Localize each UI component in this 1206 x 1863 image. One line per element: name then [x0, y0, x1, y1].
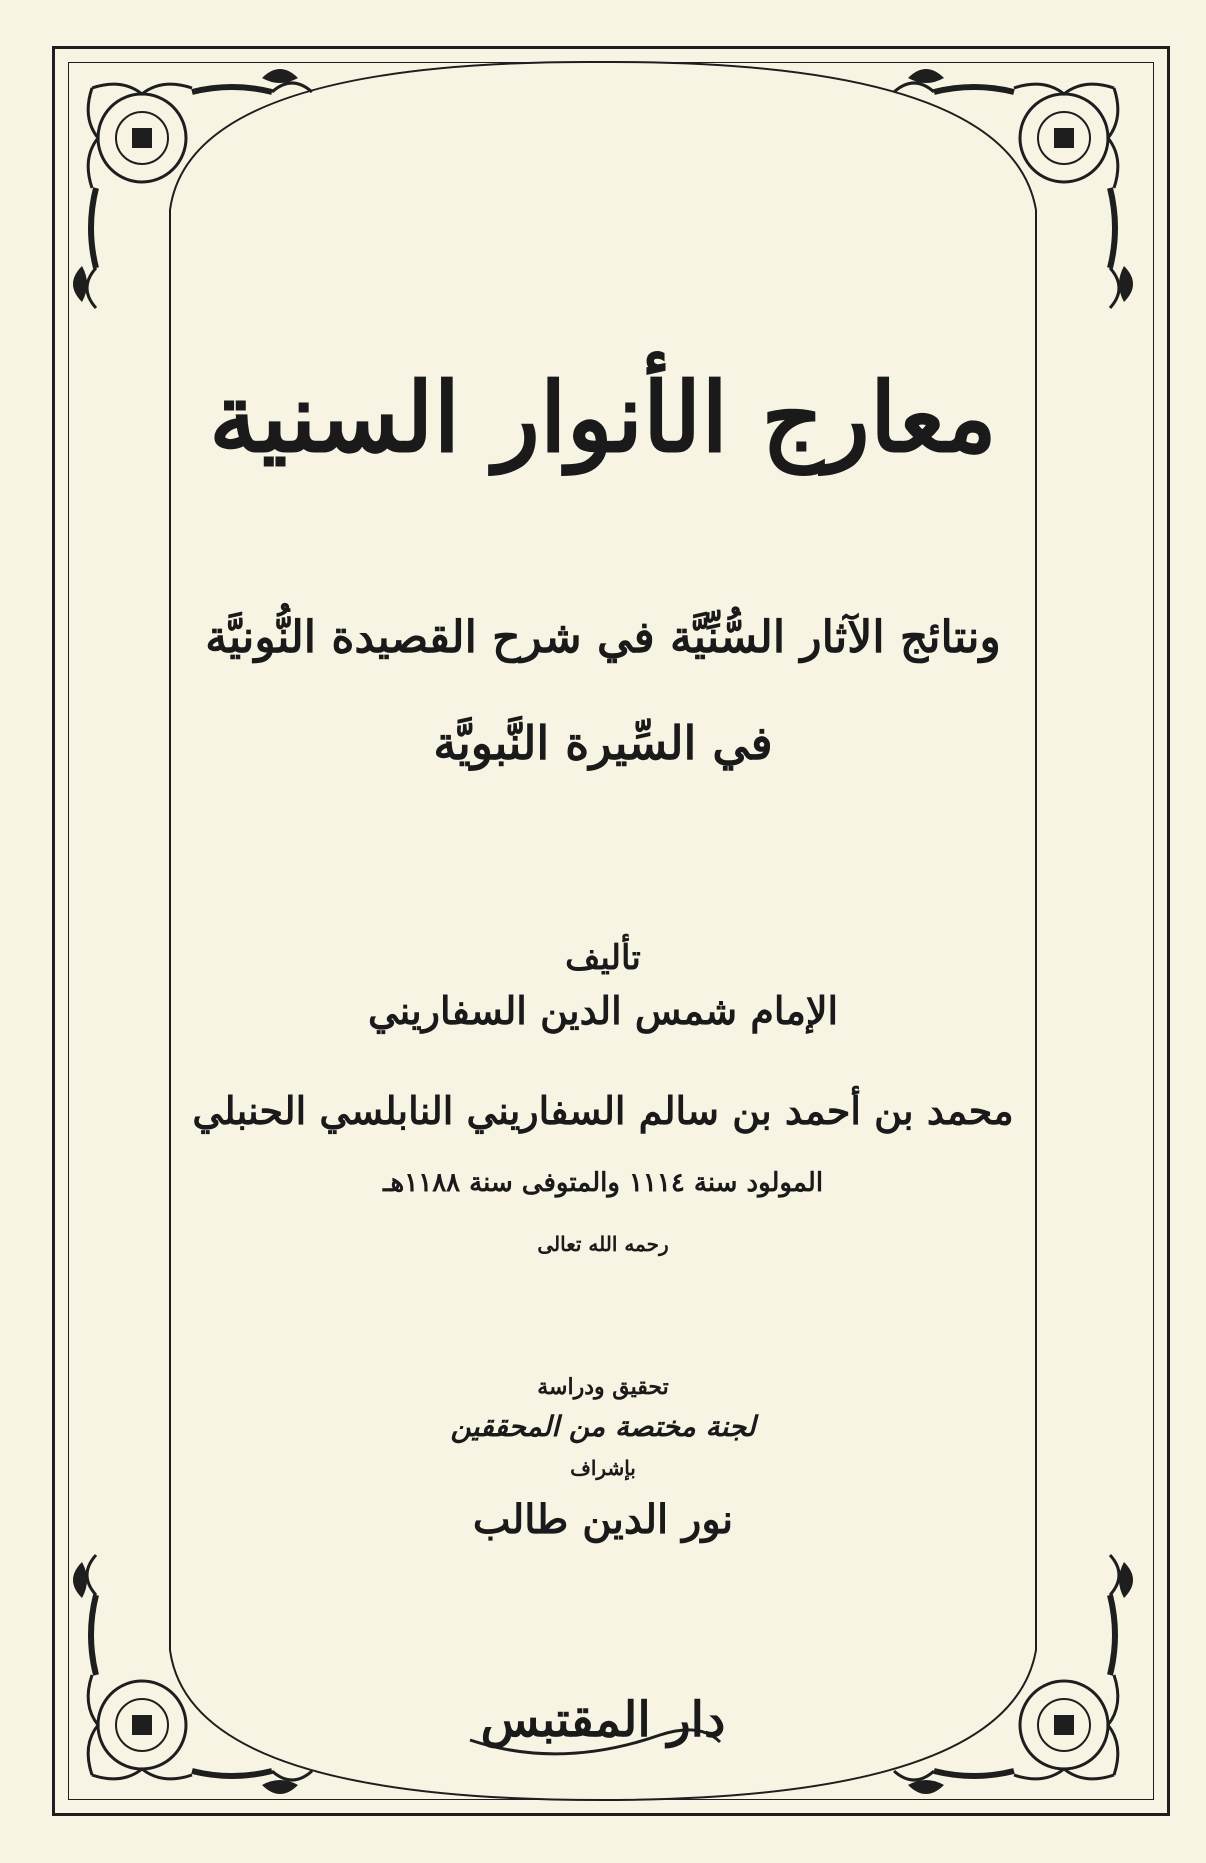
author-full-name: محمد بن أحمد بن سالم السفاريني النابلسي الحنبلي — [192, 1088, 1014, 1133]
author-title: الإمام شمس الدين السفاريني — [367, 988, 839, 1033]
tahqiq-label: تحقيق ودراسة — [537, 1374, 669, 1400]
supervision-label: بإشراف — [570, 1456, 636, 1480]
corner-ornament-icon-tl — [87, 83, 312, 308]
fleur-icon-top-left — [73, 69, 298, 302]
main-title: معارج الأنوار السنية — [209, 361, 997, 474]
fleur-icon-bottom-right — [908, 1562, 1133, 1794]
authorship-label: تأليف — [565, 938, 641, 978]
rahimahu-allah: رحمه الله تعالى — [537, 1232, 669, 1256]
corner-ornament-icon-tr — [894, 83, 1119, 308]
subtitle-line-2: في السِّيرة النَّبويَّة — [433, 716, 773, 770]
author-dates: المولود سنة ١١١٤ والمتوفى سنة ١١٨٨هـ — [382, 1168, 824, 1198]
subtitle-line-1: ونتائج الآثار السُّنِّيَّة في شرح القصيدة النُّونيَّة — [205, 612, 1001, 663]
editorial-team: لجنة مختصة من المحققين — [450, 1410, 756, 1443]
fleur-icon-bottom-left — [73, 1562, 298, 1794]
supervisor-name: نور الدين طالب — [472, 1496, 734, 1543]
publisher-name: دار المقتبس — [480, 1692, 726, 1748]
fleur-icon-top-right — [908, 69, 1133, 302]
